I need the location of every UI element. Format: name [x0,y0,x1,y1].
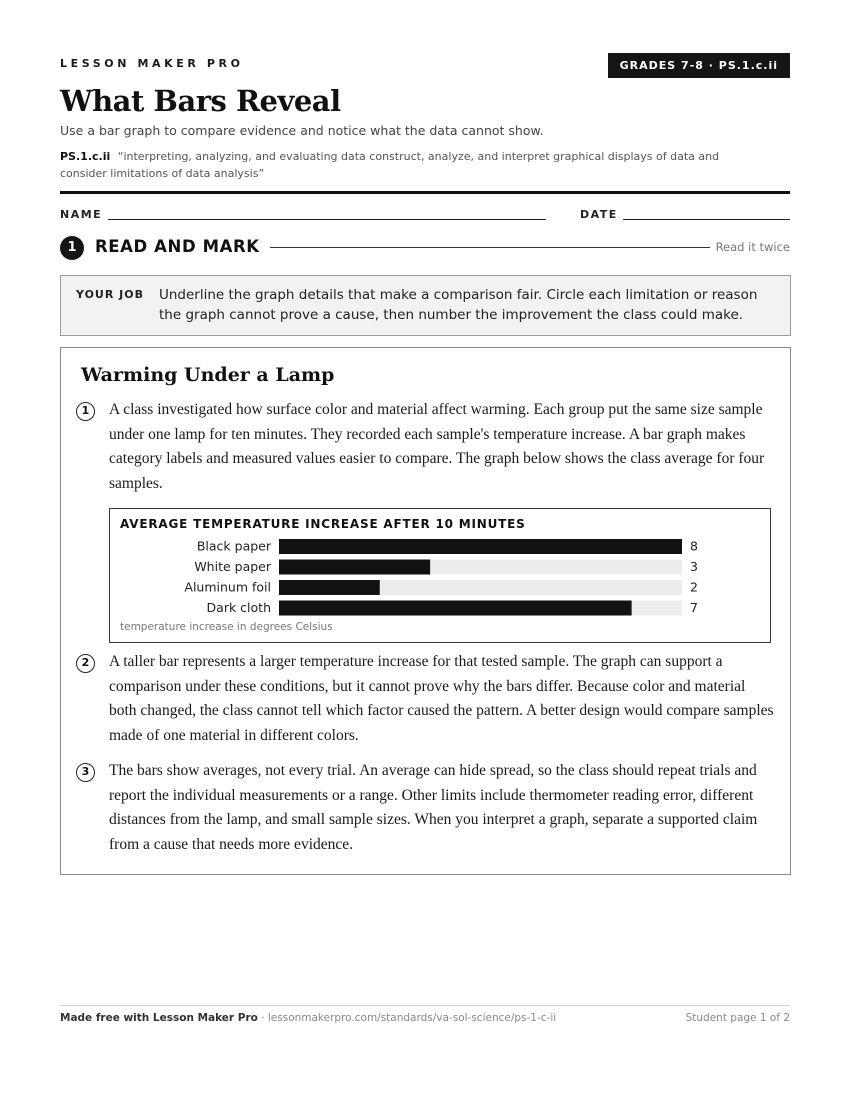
chart-category-label: Dark cloth [206,600,271,615]
standard-code: PS.1.c.ii [60,150,111,163]
instructions-text: Underline the graph details that make a comparison fair. Circle each limitation or reason the graph cannot prove a cause, then number the improvement the class could make. [159,287,758,323]
chart-bar [279,580,380,595]
page-title: What Bars Reveal [60,84,341,118]
grade-standard-badge: GRADES 7-8 · PS.1.c.ii [608,53,790,78]
reading-passage [60,347,791,875]
chart-category-label: Aluminum foil [184,579,271,595]
footer-url[interactable]: · lessonmakerpro.com/standards/va-sol-science/ps-1-c-ii [257,1012,557,1024]
chart-bar [279,560,430,575]
instructions-box [60,275,791,336]
section-number-badge: 1 [60,236,84,260]
brand-name: LESSON MAKER PRO [60,57,244,70]
paragraph-number: 2 [76,654,95,673]
footer-divider [60,1005,790,1006]
standard-text: “interpreting, analyzing, and evaluating data construct, analyze, and interpret graphical displays of data and consider limitations of data analysis” [60,150,720,180]
page-subtitle: Use a bar graph to compare evidence and notice what the data cannot show. [60,123,544,138]
footer-page-number: Student page 1 of 2 [685,1012,790,1024]
date-field[interactable] [623,219,790,220]
chart-value-label: 7 [690,600,698,615]
section-title: READ AND MARK [95,237,260,256]
paragraph-text: A class investigated how surface color and material affect warming. Each group put the same size sample under one lamp for ten minutes. They recorded each sample's temperature increase. A bar graph makes category labels and measured values easier to compare. The graph below shows the class average for four samples. [109,401,765,492]
footer-credit [60,1012,556,1024]
bar-chart [109,508,771,643]
paragraph-number: 1 [76,402,95,421]
section-divider [270,247,710,248]
name-label: NAME [60,208,103,221]
paragraph-number: 3 [76,763,95,782]
chart-value-label: 3 [690,559,698,574]
reading-title: Warming Under a Lamp [81,364,335,386]
chart-category-label: Black paper [196,538,271,554]
paragraph-text: The bars show averages, not every trial. An average can hide spread, so the class should repeat trials and report the individual measurements or a range. Other limits include thermometer reading error, different distances from the lamp, and small sample sizes. When you interpret a graph, separate a supported claim from a cause that needs more evidence. [109,762,758,853]
footer-brand: Made free with Lesson Maker Pro [60,1012,258,1024]
chart-axis-note: temperature increase in degrees Celsius [120,621,333,633]
instructions-label: YOUR JOB [76,288,144,301]
chart-value-label: 2 [690,579,698,595]
header-divider [60,191,790,194]
date-label: DATE [580,208,618,221]
chart-value-label: 8 [690,538,698,554]
standard-statement [60,148,760,182]
chart-bar [279,601,632,616]
chart-bar [279,539,682,554]
paragraph-text: A taller bar represents a larger temperature increase for that tested sample. The graph can support a comparison under these conditions, but it cannot prove why the bars differ. Because color and material both changed, the class cannot tell which factor caused the pattern. A better design would compare samples made of one material in different colors. [109,653,774,744]
chart-title: AVERAGE TEMPERATURE INCREASE AFTER 10 MINUTES [120,517,526,531]
section-note: Read it twice [715,240,790,254]
name-field[interactable] [108,219,546,220]
chart-category-label: White paper [194,559,271,574]
